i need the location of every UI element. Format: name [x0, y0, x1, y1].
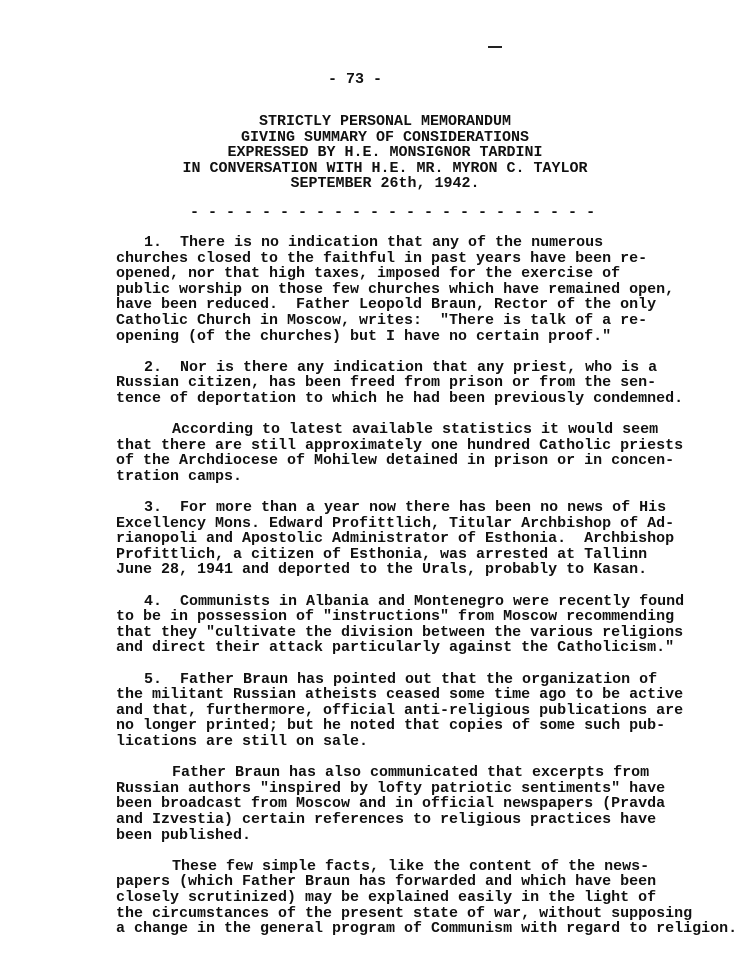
- text-line: Father Braun has also communicated that excerpts from: [172, 764, 650, 782]
- text-line: a change in the general program of Communism with regard to religion.: [116, 920, 738, 938]
- stray-mark: [488, 46, 502, 48]
- text-line: These few simple facts, like the content of the news-: [172, 857, 650, 875]
- text-line: 5. Father Braun has pointed out that the organization of: [144, 670, 658, 688]
- text-line: papers (which Father Braun has forwarded and which have been: [116, 873, 657, 891]
- text-line: tence of deportation to which he had been previously condemned.: [116, 389, 684, 407]
- text-line: have been reduced. Father Leopold Braun, Rector of the only: [116, 296, 657, 314]
- memorandum-title: [20, 114, 750, 192]
- text-line: Catholic Church in Moscow, writes: "There is talk of a re-: [116, 311, 648, 329]
- title-line: GIVING SUMMARY OF CONSIDERATIONS: [240, 128, 530, 146]
- text-line: 3. For more than a year now there has been no news of His: [144, 499, 667, 517]
- text-line: closely scrutinized) may be explained easily in the light of: [116, 888, 657, 906]
- text-line: and that, furthermore, official anti-religious publications are: [116, 701, 684, 719]
- document-body: [116, 235, 750, 952]
- paragraph: [116, 859, 750, 937]
- paragraph: [116, 235, 750, 344]
- text-line: and Izvestia) certain references to religious practices have: [116, 810, 657, 828]
- text-line: been published.: [116, 826, 252, 844]
- text-line: Profittlich, a citizen of Esthonia, was arrested at Tallinn: [116, 545, 648, 563]
- text-line: to be in possession of "instructions" from Moscow recommending: [116, 608, 675, 626]
- text-line: of the Archdiocese of Mohilew detained in prison or in concen-: [116, 452, 675, 470]
- page-number: - 73 -: [327, 71, 382, 88]
- text-line: public worship on those few churches which have remained open,: [116, 280, 675, 298]
- text-line: that there are still approximately one hundred Catholic priests: [116, 436, 684, 454]
- text-line: that they "cultivate the division between the various religions: [116, 623, 684, 641]
- paragraph: [116, 765, 750, 843]
- text-line: no longer printed; but he noted that copies of some such pub-: [116, 717, 666, 735]
- text-line: 2. Nor is there any indication that any priest, who is a: [144, 358, 658, 376]
- text-line: 1. There is no indication that any of the numerous: [144, 234, 604, 251]
- text-line: churches closed to the faithful in past years have been re-: [116, 249, 648, 267]
- title-line: IN CONVERSATION WITH H.E. MR. MYRON C. TAYLOR: [182, 159, 588, 177]
- paragraph: [116, 672, 750, 750]
- text-line: According to latest available statistics it would seem: [172, 421, 659, 439]
- paragraph: [116, 594, 750, 656]
- text-line: 4. Communists in Albania and Montenegro were recently found: [144, 592, 685, 610]
- paragraph: [116, 360, 750, 407]
- text-line: opened, nor that high taxes, imposed for the exercise of: [116, 265, 621, 283]
- title-line: SEPTEMBER 26th, 1942.: [290, 175, 480, 193]
- title-line: EXPRESSED BY H.E. MONSIGNOR TARDINI: [227, 144, 543, 162]
- text-line: opening (of the churches) but I have no certain proof.": [116, 327, 612, 345]
- text-line: the circumstances of the present state of war, without supposing: [116, 904, 693, 922]
- divider: - - - - - - - - - - - - - - - - - - - - - - -: [190, 204, 596, 221]
- text-line: been broadcast from Moscow and in official newspapers (Pravda: [116, 795, 666, 813]
- paragraph: [116, 500, 750, 578]
- text-line: June 28, 1941 and deported to the Urals, probably to Kasan.: [116, 561, 648, 579]
- text-line: tration camps.: [116, 467, 243, 485]
- text-line: and direct their attack particularly against the Catholicism.": [116, 639, 675, 657]
- text-line: Russian citizen, has been freed from prison or from the sen-: [116, 374, 657, 392]
- text-line: the militant Russian atheists ceased some time ago to be active: [116, 686, 684, 704]
- title-line: STRICTLY PERSONAL MEMORANDUM: [258, 113, 512, 130]
- text-line: rianopoli and Apostolic Administrator of Esthonia. Archbishop: [116, 530, 675, 548]
- text-line: Excellency Mons. Edward Profittlich, Titular Archbishop of Ad-: [116, 514, 675, 532]
- text-line: Russian authors "inspired by lofty patriotic sentiments" have: [116, 779, 666, 797]
- paragraph: [116, 422, 750, 484]
- text-line: lications are still on sale.: [116, 733, 369, 750]
